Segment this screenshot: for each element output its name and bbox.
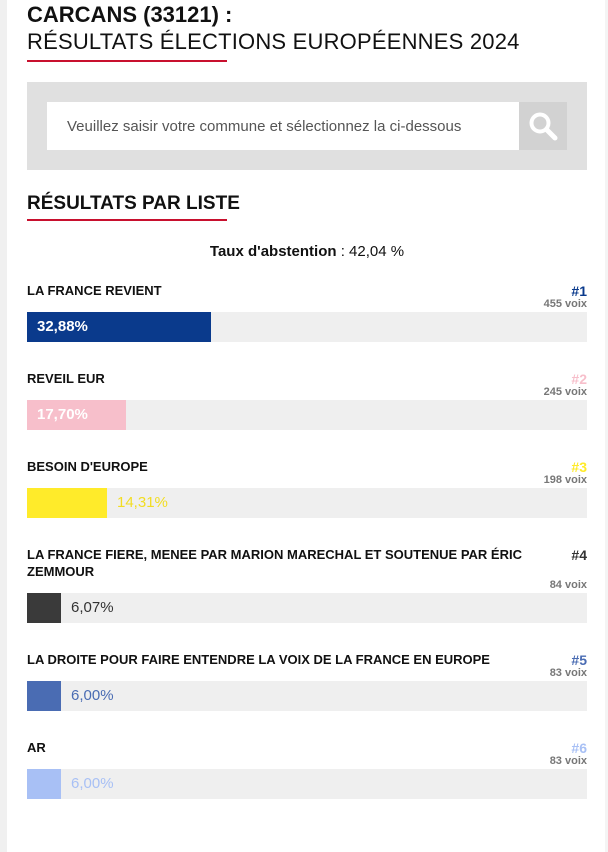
section-title: RÉSULTATS PAR LISTE — [27, 193, 240, 214]
vote-count: 245 voix — [543, 386, 587, 398]
list-rank: #1 — [571, 283, 587, 299]
list-name: LA FRANCE REVIENT — [27, 283, 162, 298]
result-bar-track — [27, 400, 587, 430]
list-name: LA FRANCE FIERE, MENEE PAR MARION MARECHAL ET SOUTENUE PAR ÉRIC ZEMMOUR — [27, 547, 522, 579]
result-item — [27, 282, 587, 342]
vote-count: 83 voix — [549, 755, 587, 767]
vote-count: 198 voix — [543, 474, 587, 486]
search-panel — [27, 82, 587, 170]
result-bar-fill — [27, 488, 107, 518]
list-rank: #6 — [571, 740, 587, 756]
result-percent: 6,00% — [71, 775, 114, 792]
list-name: REVEIL EUR — [27, 371, 105, 386]
results-list — [27, 282, 587, 799]
result-bar-track — [27, 593, 587, 623]
result-percent: 6,07% — [71, 599, 114, 616]
section-underline — [27, 219, 227, 221]
list-name: BESOIN D'EUROPE — [27, 459, 148, 474]
result-item — [27, 739, 587, 799]
result-percent: 14,31% — [117, 494, 168, 511]
result-item — [27, 651, 587, 711]
result-header — [27, 458, 587, 475]
result-bar-track — [27, 769, 587, 799]
vote-count: 455 voix — [543, 298, 587, 310]
result-header — [27, 282, 587, 299]
result-bar-track — [27, 312, 587, 342]
list-name: LA DROITE POUR FAIRE ENTENDRE LA VOIX DE LA FRANCE EN EUROPE — [27, 652, 490, 667]
list-name: AR — [27, 740, 46, 755]
search-icon — [528, 111, 558, 141]
commune-search-input[interactable] — [47, 102, 519, 150]
result-item — [27, 370, 587, 430]
left-edge-strip — [0, 0, 7, 852]
abstention-value: : 42,04 % — [336, 243, 405, 260]
vote-count: 83 voix — [549, 667, 587, 679]
page-title: CARCANS (33121) : — [27, 2, 233, 27]
abstention-rate — [27, 242, 587, 262]
list-rank: #5 — [571, 652, 587, 668]
result-bar-fill — [27, 769, 61, 799]
result-header — [27, 651, 587, 668]
result-bar-fill — [27, 593, 61, 623]
result-item — [27, 458, 587, 518]
search-button[interactable] — [519, 102, 567, 150]
abstention-label: Taux d'abstention — [209, 243, 337, 260]
list-rank: #3 — [571, 459, 587, 475]
result-item — [27, 546, 587, 623]
results-page — [27, 0, 587, 827]
list-rank: #2 — [571, 371, 587, 387]
result-bar-fill — [27, 681, 61, 711]
result-percent: 32,88% — [37, 318, 88, 335]
page-subtitle: RÉSULTATS ÉLECTIONS EUROPÉENNES 2024 — [27, 29, 520, 54]
result-bar-track — [27, 681, 587, 711]
result-header — [27, 546, 587, 580]
result-header — [27, 370, 587, 387]
result-percent: 6,00% — [71, 687, 114, 704]
vote-count: 84 voix — [549, 579, 587, 591]
result-bar-track — [27, 488, 587, 518]
title-underline — [27, 60, 227, 62]
result-header — [27, 739, 587, 756]
result-percent: 17,70% — [37, 406, 88, 423]
list-rank: #4 — [571, 547, 587, 563]
